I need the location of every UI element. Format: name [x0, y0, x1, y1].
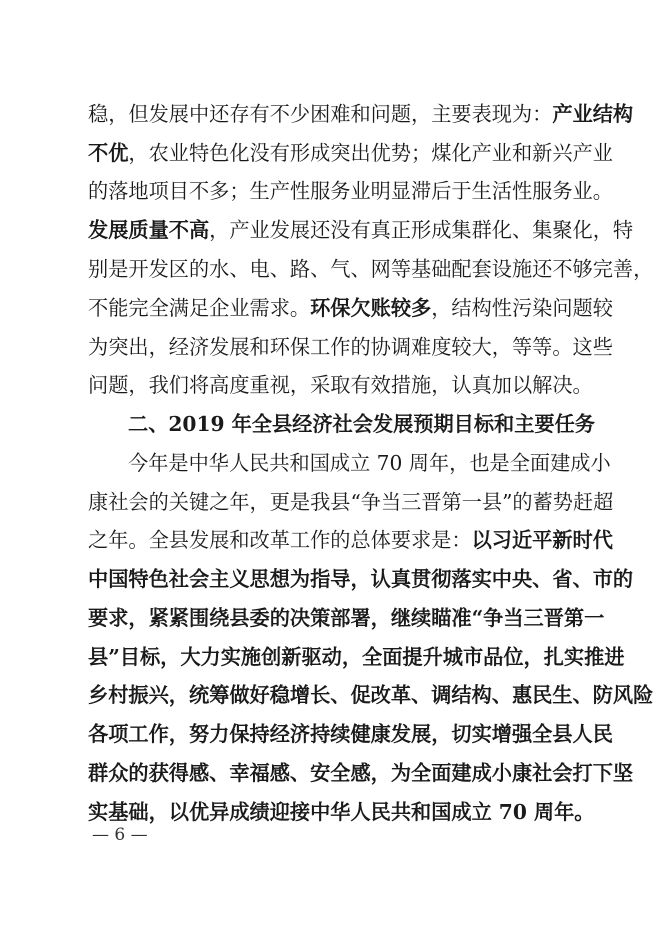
section-heading: [128, 411, 595, 437]
line-8-seg-1: 问题，我们将高度重视，采取有效措施，认真加以解决。: [88, 373, 593, 397]
text-line-11: [88, 489, 614, 515]
line-12-seg-2-bold: 以习近平新时代: [471, 528, 613, 552]
text-line-10: [128, 450, 611, 476]
text-line-5: [88, 256, 654, 282]
line-1-seg-2-bold: 产业结构: [552, 102, 634, 126]
text-line-19: [88, 799, 595, 825]
line-10-seg-1: 今年是中华人民共和国成立 70 周年，也是全面建成小: [128, 451, 611, 475]
text-line-3: [88, 178, 613, 204]
line-3-seg-1: 的落地项目不多；生产性服务业明显滞后于生活性服务业。: [88, 179, 613, 203]
line-16-seg-1: 乡村振兴，统筹做好稳增长、促改革、调结构、惠民生、防风险: [88, 683, 654, 707]
line-5-seg-1: 别是开发区的水、电、路、气、网等基础配套设施还不够完善，: [88, 257, 654, 281]
text-line-18: [88, 760, 634, 786]
line-4-seg-2: ，产业发展还没有真正形成集群化、集聚化，特: [209, 218, 634, 242]
text-line-7: [88, 334, 613, 360]
text-line-13: [88, 566, 634, 592]
text-line-12: [88, 527, 613, 553]
line-6-seg-3: ，结构性污染问题较: [431, 296, 613, 320]
text-line-8: [88, 372, 593, 398]
line-4-seg-1-bold: 发展质量不高: [88, 218, 210, 242]
line-2-seg-2: ，农业特色化没有形成突出优势；煤化产业和新兴产业: [128, 141, 613, 165]
section-heading-text: 二、2019 年全县经济社会发展预期目标和主要任务: [128, 412, 595, 436]
line-18-seg-1: 群众的获得感、幸福感、安全感，为全面建成小康社会打下坚: [88, 761, 634, 785]
text-line-16: [88, 682, 654, 708]
line-2-seg-1-bold: 不优: [88, 141, 129, 165]
line-13-seg-1: 中国特色社会主义思想为指导，认真贯彻落实中央、省、市的: [88, 567, 634, 591]
line-17-seg-1: 各项工作，努力保持经济持续健康发展，切实增强全县人民: [88, 722, 613, 746]
text-line-4: [88, 217, 634, 243]
line-15-seg-1: 县”目标，大力实施创新驱动，全面提升城市品位，扎实推进: [88, 645, 625, 669]
text-line-17: [88, 721, 613, 747]
line-6-seg-2-bold: 环保欠账较多: [310, 296, 432, 320]
line-6-seg-1: 不能完全满足企业需求。: [88, 296, 311, 320]
page-number: — 6 —: [92, 825, 148, 845]
line-14-seg-1: 要求，紧紧围绕县委的决策部署，继续瞄准“争当三晋第一: [88, 606, 605, 630]
text-line-15: [88, 644, 625, 670]
line-1-seg-1: 稳，但发展中还存有不少困难和问题，主要表现为：: [88, 102, 553, 126]
line-19-seg-1: 实基础，以优异成绩迎接中华人民共和国成立 70 周年。: [88, 800, 595, 824]
text-line-1: [88, 101, 634, 127]
line-12-seg-1: 之年。全县发展和改革工作的总体要求是：: [88, 528, 472, 552]
line-11-seg-1: 康社会的关键之年，更是我县“争当三晋第一县”的蓄势赶超: [88, 490, 614, 514]
line-7-seg-1: 为突出，经济发展和环保工作的协调难度较大，等等。这些: [88, 335, 613, 359]
text-line-6: [88, 295, 613, 321]
text-line-14: [88, 605, 605, 631]
text-line-2: [88, 140, 613, 166]
